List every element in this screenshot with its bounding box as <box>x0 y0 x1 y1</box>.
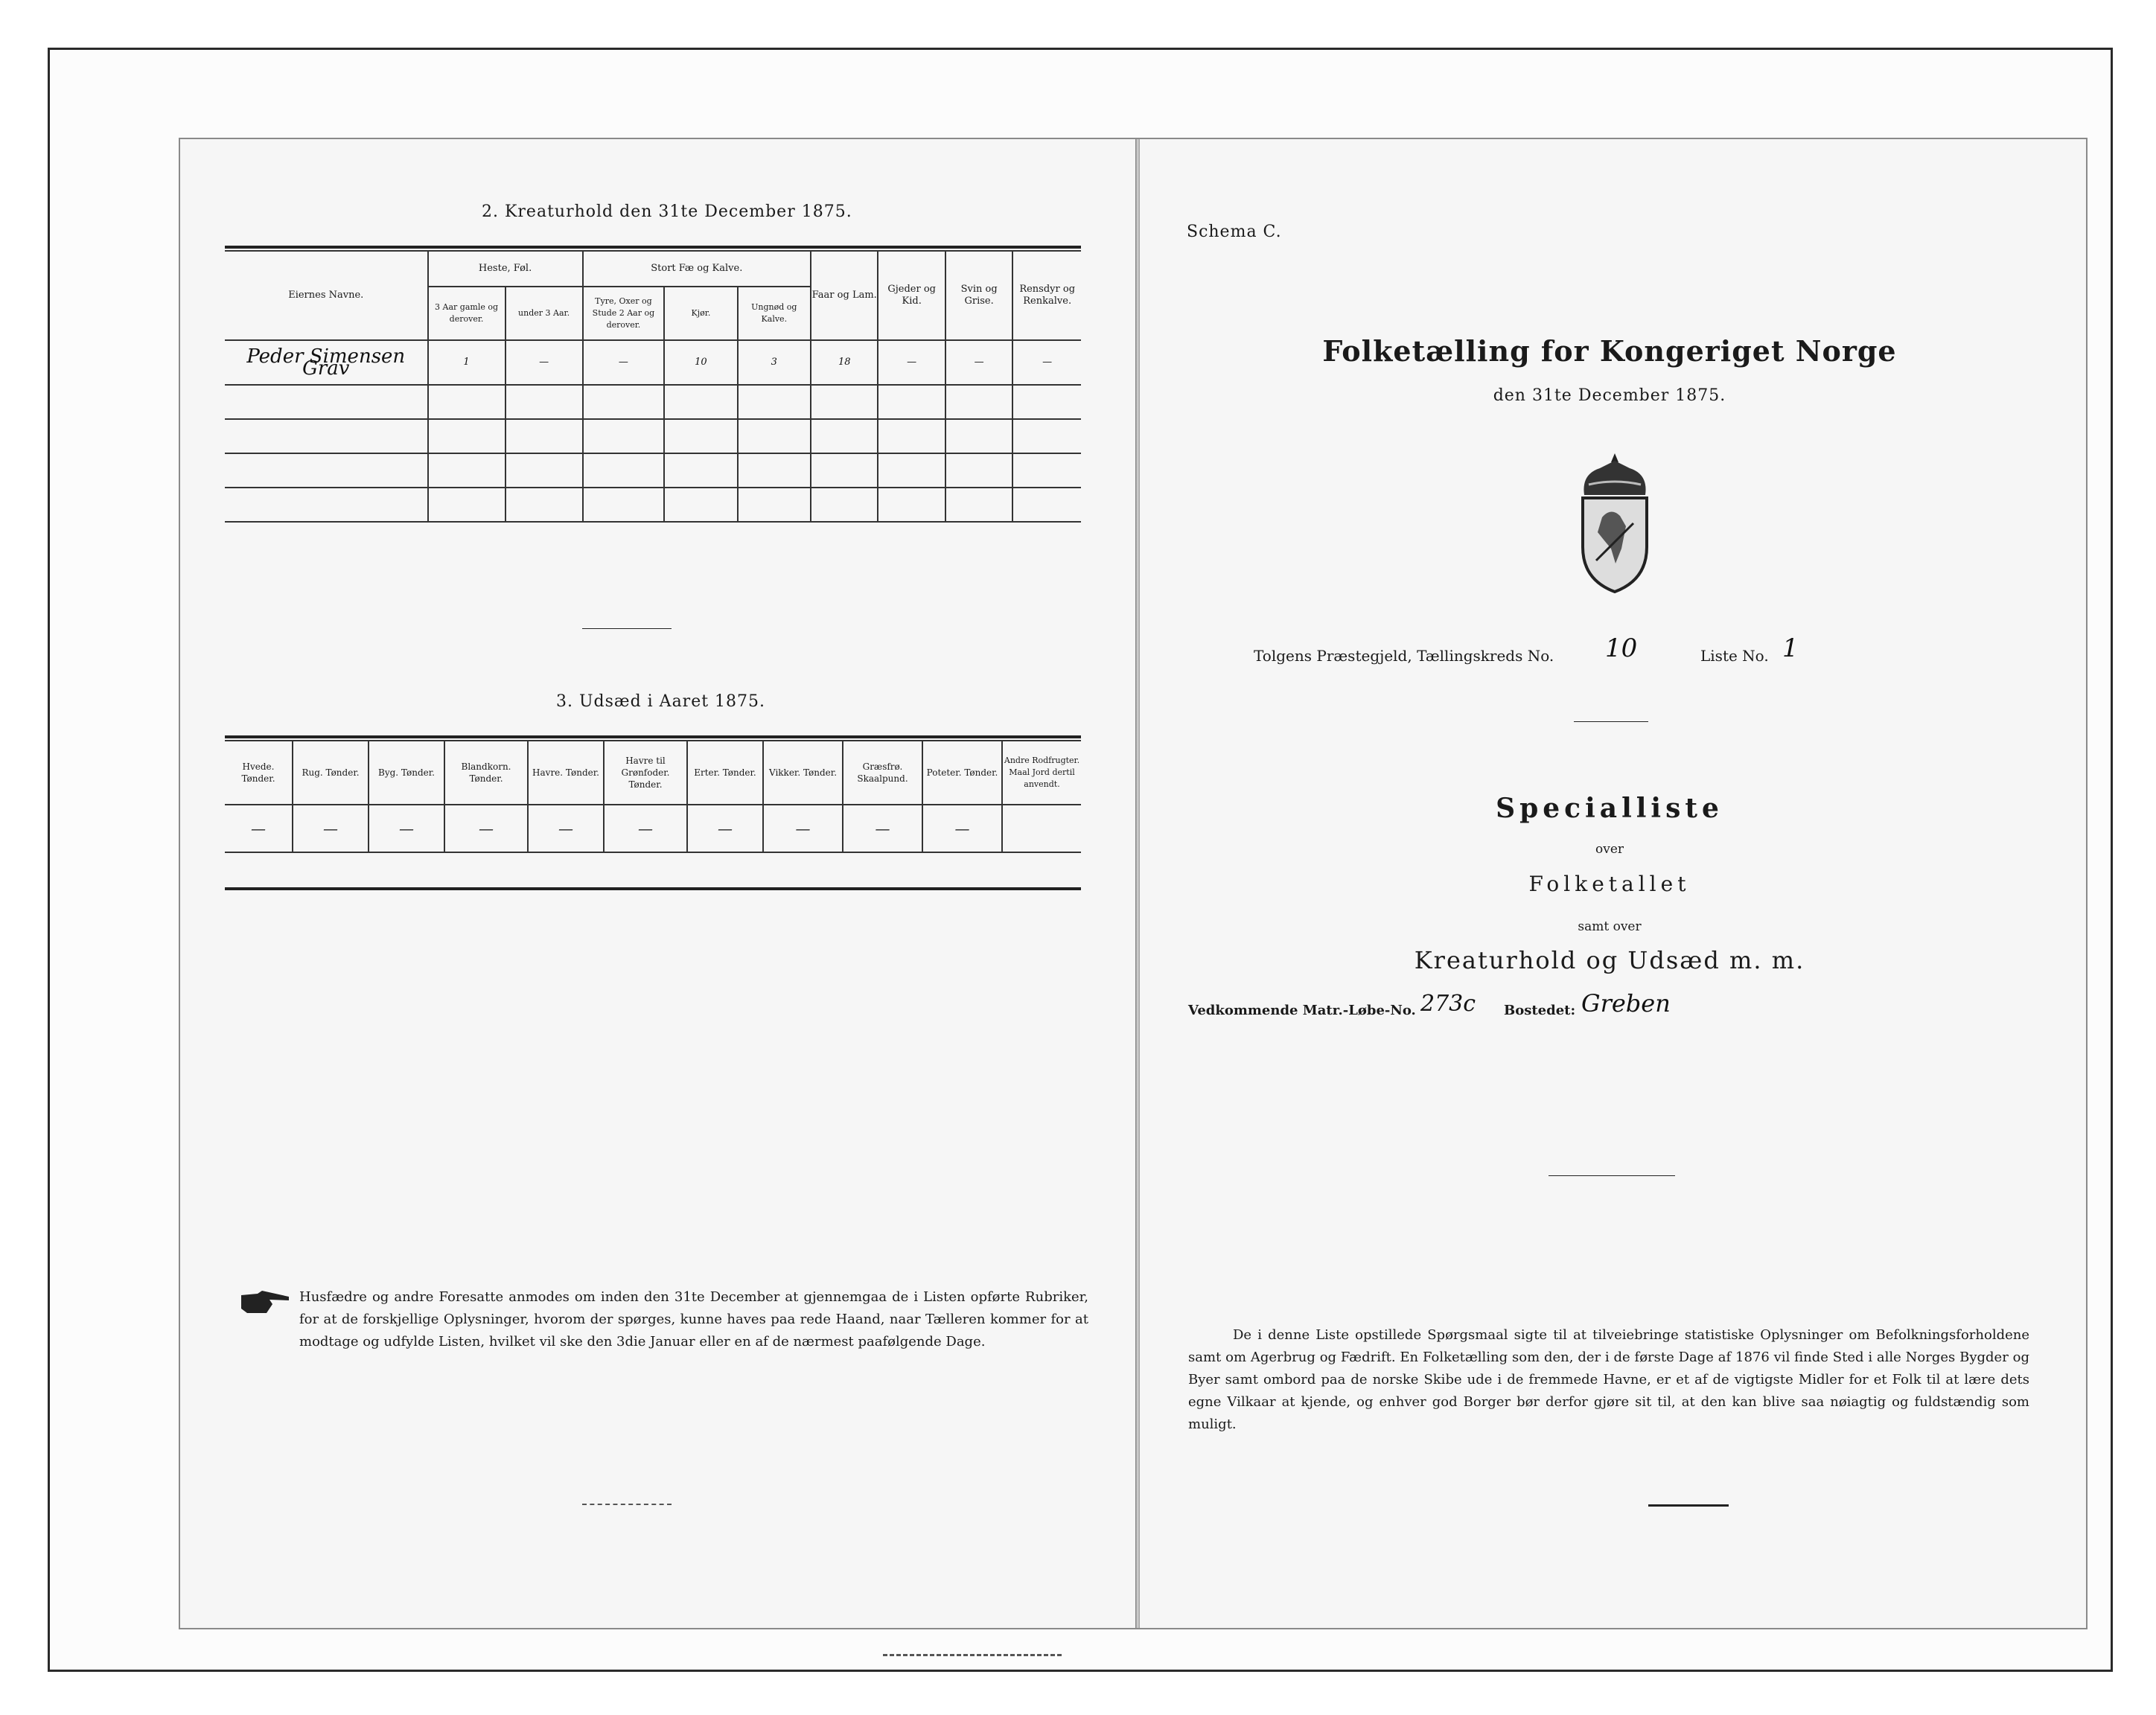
header-grass: Græsfrø. Skaalpund. <box>843 741 922 805</box>
cell-horses-old: 1 <box>428 340 505 385</box>
header-peas: Erter. Tønder. <box>687 741 763 805</box>
header-cows: Kjør. <box>664 287 737 340</box>
section-2-title: 2. Kreaturhold den 31te December 1875. <box>482 202 852 221</box>
special-list-title: Specialliste <box>1496 793 1723 824</box>
header-mixed: Blandkorn. Tønder. <box>444 741 528 805</box>
header-goats: Gjeder og Kid. <box>878 251 945 340</box>
coat-of-arms-icon <box>1574 452 1656 593</box>
matr-label: Vedkommende Matr.-Løbe-No. <box>1188 1003 1416 1018</box>
owner-name: Peder Simensen Grav <box>225 340 428 385</box>
livestock-table <box>225 250 1081 523</box>
header-oats: Havre. Tønder. <box>528 741 604 805</box>
cell-mixed: — <box>444 805 528 852</box>
header-barley: Byg. Tønder. <box>369 741 444 805</box>
livestock-seed-title: Kreaturhold og Udsæd m. m. <box>1414 946 1805 974</box>
samt-over-label: samt over <box>1578 919 1642 934</box>
divider <box>1549 1175 1675 1176</box>
form-title: Folketælling for Kongeriget Norge <box>1322 334 1897 368</box>
header-roots: Andre Rodfrugter. Maal Jord dertil anvendt. <box>1002 741 1081 805</box>
cell-young-cattle: 3 <box>738 340 811 385</box>
table-row <box>225 453 1081 488</box>
seed-table <box>225 740 1081 853</box>
header-sheep: Faar og Lam. <box>811 251 878 340</box>
header-cattle: Stort Fæ og Kalve. <box>583 251 811 287</box>
residence-name: Greben <box>1581 989 1671 1018</box>
table-row <box>225 340 1081 385</box>
divider <box>582 628 672 629</box>
section-3-title: 3. Udsæd i Aaret 1875. <box>556 692 766 711</box>
notice-text: Husfædre og andre Foresatte anmodes om inden den 31te December at gjennemgaa de i Listen opførte Rubriker, for at de forskjellige Oplysninger, hvorom der spørges, kunne haves paa rede Haand, naar Tælleren kommer for at modtage og udfylde Listen, hvilket vil ske den 3die Januar eller en af de nærmest paafølgende Dage. <box>299 1289 1088 1350</box>
table-row <box>225 805 1081 852</box>
cell-roots <box>1002 805 1081 852</box>
cell-bulls: — <box>583 340 665 385</box>
table-bottom-rule <box>225 887 1081 890</box>
cell-wheat: — <box>225 805 293 852</box>
header-reindeer: Rensdyr og Renkalve. <box>1012 251 1081 340</box>
cell-peas: — <box>687 805 763 852</box>
header-young-cattle: Ungnød og Kalve. <box>738 287 811 340</box>
header-green-oats: Havre til Grønfoder. Tønder. <box>604 741 687 805</box>
cell-reindeer: — <box>1012 340 1081 385</box>
pointing-hand-icon <box>240 1289 292 1315</box>
cell-barley: — <box>369 805 444 852</box>
header-potatoes: Poteter. Tønder. <box>922 741 1002 805</box>
divider <box>1648 1504 1729 1507</box>
schema-label: Schema C. <box>1187 223 1282 241</box>
right-page <box>1135 139 2085 1628</box>
cell-grass: — <box>843 805 922 852</box>
header-vetch: Vikker. Tønder. <box>763 741 843 805</box>
cell-rye: — <box>293 805 369 852</box>
cell-vetch: — <box>763 805 843 852</box>
divider <box>1574 721 1648 722</box>
table-row <box>225 419 1081 453</box>
table-top-rule <box>225 246 1081 249</box>
over-label: over <box>1595 842 1624 857</box>
table-row <box>225 488 1081 522</box>
left-page <box>180 150 1133 1609</box>
info-paragraph: De i denne Liste opstillede Spørgsmaal sigte til at tilveiebringe statistiske Oplysninger om Befolkningsforholdene samt om Agerbrug og Fædrift. En Folketælling som den, der i de første Dage af 1876 vil finde Sted i alle Norges Bygder og Byer samt ombord paa de norske Skibe ude i de fremmede Havne, er et af de vigtigste Midler for et Folk til at lære dets egne Vilkaar at kjende, og enhver god Borger bør derfor gjøre sit til, at den kan blive saa nøiagtig og fuldstændig som muligt. <box>1188 1327 2029 1432</box>
header-pigs: Svin og Grise. <box>945 251 1012 340</box>
district-number: 10 <box>1605 633 1638 663</box>
residence-label: Bostedet: <box>1504 1003 1576 1018</box>
divider <box>582 1504 672 1505</box>
parish-label: Tolgens Præstegjeld, Tællingskreds No. <box>1254 647 1554 665</box>
header-horses-young: under 3 Aar. <box>505 287 583 340</box>
census-form-spread <box>179 138 2088 1629</box>
header-horses-old: 3 Aar gamle og derover. <box>428 287 505 340</box>
divider <box>883 1654 1062 1656</box>
header-horses: Heste, Føl. <box>428 251 583 287</box>
cell-oats: — <box>528 805 604 852</box>
header-bulls: Tyre, Oxer og Stude 2 Aar og derover. <box>583 287 665 340</box>
cell-cows: 10 <box>664 340 737 385</box>
table-row <box>225 385 1081 419</box>
form-date: den 31te December 1875. <box>1493 386 1726 405</box>
list-label: Liste No. <box>1700 647 1769 665</box>
population-title: Folketallet <box>1528 872 1691 896</box>
cell-green-oats: — <box>604 805 687 852</box>
cell-goats: — <box>878 340 945 385</box>
cell-sheep: 18 <box>811 340 878 385</box>
list-number: 1 <box>1782 633 1799 663</box>
matr-number: 273c <box>1420 991 1476 1017</box>
cell-horses-young: — <box>505 340 583 385</box>
header-owners: Eiernes Navne. <box>225 251 428 340</box>
cell-pigs: — <box>945 340 1012 385</box>
cell-potatoes: — <box>922 805 1002 852</box>
header-rye: Rug. Tønder. <box>293 741 369 805</box>
header-wheat: Hvede. Tønder. <box>225 741 293 805</box>
table-top-rule <box>225 735 1081 738</box>
